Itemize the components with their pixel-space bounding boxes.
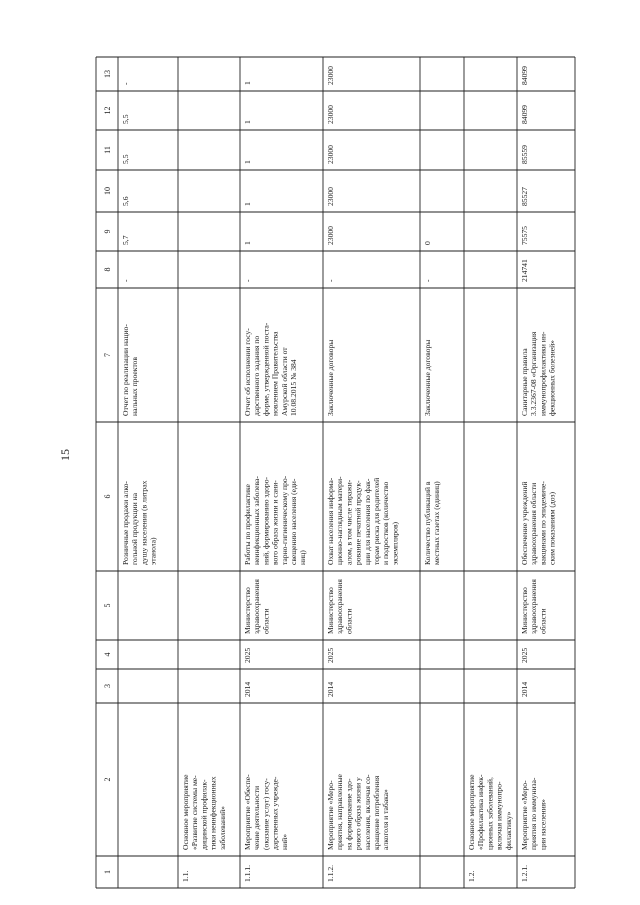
row-1-1-2-cell-val-2013: -	[326, 279, 335, 282]
row-1-1-cell-activity: Основное мероприятие«Развитие системы ме-дицинской профилак-тики неинфекционныхзаболеваний»	[181, 774, 227, 850]
row-1-1-2b-cell-indicator: Количество публикаций вместных газетах (единиц)	[423, 481, 442, 565]
row-1-1-2b-cell-source: Заключенные договоры	[423, 339, 432, 416]
row-1-1-1-cell-source: Отчет об исполнении госу-дарственного задания поформе, утвержденной поста-новлением ПравительстваАмурской области от10.08.2015 № 384	[243, 322, 298, 416]
row-1-1-2-cell-val-2018: 23000	[326, 66, 335, 85]
header-cell-end-year: 4	[103, 652, 112, 657]
header-cell-indicator: 6	[103, 494, 112, 499]
row-1-2-1-cell-val-2013: 214741	[520, 259, 529, 282]
row-1-2-1-cell-indicator: Обеспечение учрежденийздравоохранения областивакцинами по эпидемиче-ским показаниям (доз)	[520, 481, 557, 565]
row-1-1-1-cell-val-2015: 1	[243, 202, 252, 206]
header-cell-val-2014: 9	[103, 229, 112, 234]
header-cell-val-2016: 11	[103, 146, 112, 154]
row-1-cell-indicator: Розничные продажи алко-гольной продукции надушу населения (в литрахэтанола)	[121, 480, 158, 565]
row-1-2-1-cell-val-2014: 75575	[520, 226, 529, 245]
row-1-1-1-cell-num: 1.1.1.	[243, 864, 252, 882]
row-1-2-1-cell-num: 1.2.1.	[520, 864, 529, 882]
row-1-1-2-cell-activity: Мероприятие «Меро-приятия, направленныена формирование здо-рового образа жизни унаселения, включая со-кращение потребленияалкоголя и табака»	[326, 774, 391, 850]
row-1-cell-val-2016: 5,5	[121, 154, 130, 164]
header-cell-val-2018: 13	[103, 70, 112, 78]
row-1-1-2-cell-val-2014: 23000	[326, 226, 335, 245]
header-cell-source: 7	[103, 353, 112, 357]
row-1-1-2b-cell-val-2013: -	[423, 279, 432, 282]
row-1-1-1-cell-end-year: 2025	[243, 647, 252, 663]
row-1-cell-val-2015: 5,6	[121, 196, 130, 206]
row-1-cell-val-2017: 5,5	[121, 114, 130, 124]
row-1-1-1-cell-activity: Мероприятие «Обеспе-чение деятельности(оказание услуг) госу-дарственных учрежде-ний»	[243, 774, 289, 850]
page-number: 15	[58, 449, 72, 461]
row-1-1-2-cell-val-2017: 23000	[326, 105, 335, 124]
row-1-2-1-cell-val-2017: 84099	[520, 105, 529, 124]
row-1-1-2-cell-num: 1.1.2.	[326, 864, 335, 882]
header-cell-val-2013: 8	[103, 267, 112, 272]
table-text	[103, 66, 557, 882]
header-cell-num: 1	[103, 870, 112, 874]
row-1-1-1-cell-start-year: 2014	[243, 681, 252, 697]
row-1-2-cell-num: 1.2.	[467, 870, 476, 882]
row-1-cell-val-2018: -	[121, 82, 130, 85]
row-1-2-1-cell-start-year: 2014	[520, 681, 529, 697]
row-1-1-2b-cell-val-2014: 0	[423, 241, 432, 245]
header-cell-val-2015: 10	[103, 187, 112, 195]
row-1-2-1-cell-source: Санитарные правила3.3.2367-08 «Организацияиммунопрофилактики ин-фекционных болезней»	[520, 331, 557, 416]
row-1-2-1-cell-end-year: 2025	[520, 647, 529, 663]
row-1-1-2-cell-val-2016: 23000	[326, 145, 335, 164]
header-cell-start-year: 3	[103, 684, 112, 688]
row-1-2-cell-activity: Основное мероприятие«Профилактика инфек-ционных заболеваний,включая иммунопро-филактику»	[467, 774, 513, 850]
row-1-1-1-cell-val-2013: -	[243, 279, 252, 282]
row-1-2-1-cell-val-2015: 85527	[520, 187, 529, 206]
row-1-cell-val-2013: -	[121, 279, 130, 282]
row-1-cell-source: Отчет по реализации нацио-нальных проектов	[121, 324, 140, 416]
row-1-1-2-cell-val-2015: 23000	[326, 187, 335, 206]
row-1-1-1-cell-val-2017: 1	[243, 120, 252, 124]
row-1-1-2-cell-source: Заключенные договоры	[326, 339, 335, 416]
table-grid	[96, 57, 575, 888]
row-1-1-cell-num: 1.1.	[181, 870, 190, 882]
row-1-1-1-cell-val-2018: 1	[243, 81, 252, 85]
row-1-2-1-cell-activity: Мероприятие «Меро-приятия по иммуниза-ции населения»	[520, 777, 548, 850]
row-1-1-1-cell-executor: Министерствоздравоохраненияобласти	[243, 579, 271, 634]
row-1-1-2-cell-start-year: 2014	[326, 681, 335, 697]
row-1-1-1-cell-val-2014: 1	[243, 241, 252, 245]
header-cell-val-2017: 12	[103, 106, 112, 115]
row-1-2-1-cell-executor: Министерствоздравоохраненияобласти	[520, 579, 548, 634]
row-1-1-1-cell-val-2016: 1	[243, 160, 252, 164]
row-1-1-2-cell-indicator: Охват населения информа-ционно-наглядным матери-алом, в том числе тиражи-рование печатной продук-ции для населения по фак-торам риска для родителейи подростков (количествоэкземпляров)	[326, 476, 400, 565]
row-1-1-2-cell-end-year: 2025	[326, 647, 335, 663]
row-1-cell-val-2014: 5,7	[121, 235, 130, 245]
header-cell-executor: 5	[103, 603, 112, 608]
header-cell-activity: 2	[103, 777, 112, 782]
row-1-1-2-cell-executor: Министерствоздравоохраненияобласти	[326, 579, 354, 634]
row-1-1-1-cell-indicator: Работы по профилактикенеинфекционных заболева-ний, формированию здоро-вого образа жизни и сани-тарно-гигиеническому про-свещению населения (еди-ниц)	[243, 475, 308, 565]
row-1-2-1-cell-val-2016: 85559	[520, 145, 529, 164]
row-1-2-1-cell-val-2018: 84099	[520, 66, 529, 85]
